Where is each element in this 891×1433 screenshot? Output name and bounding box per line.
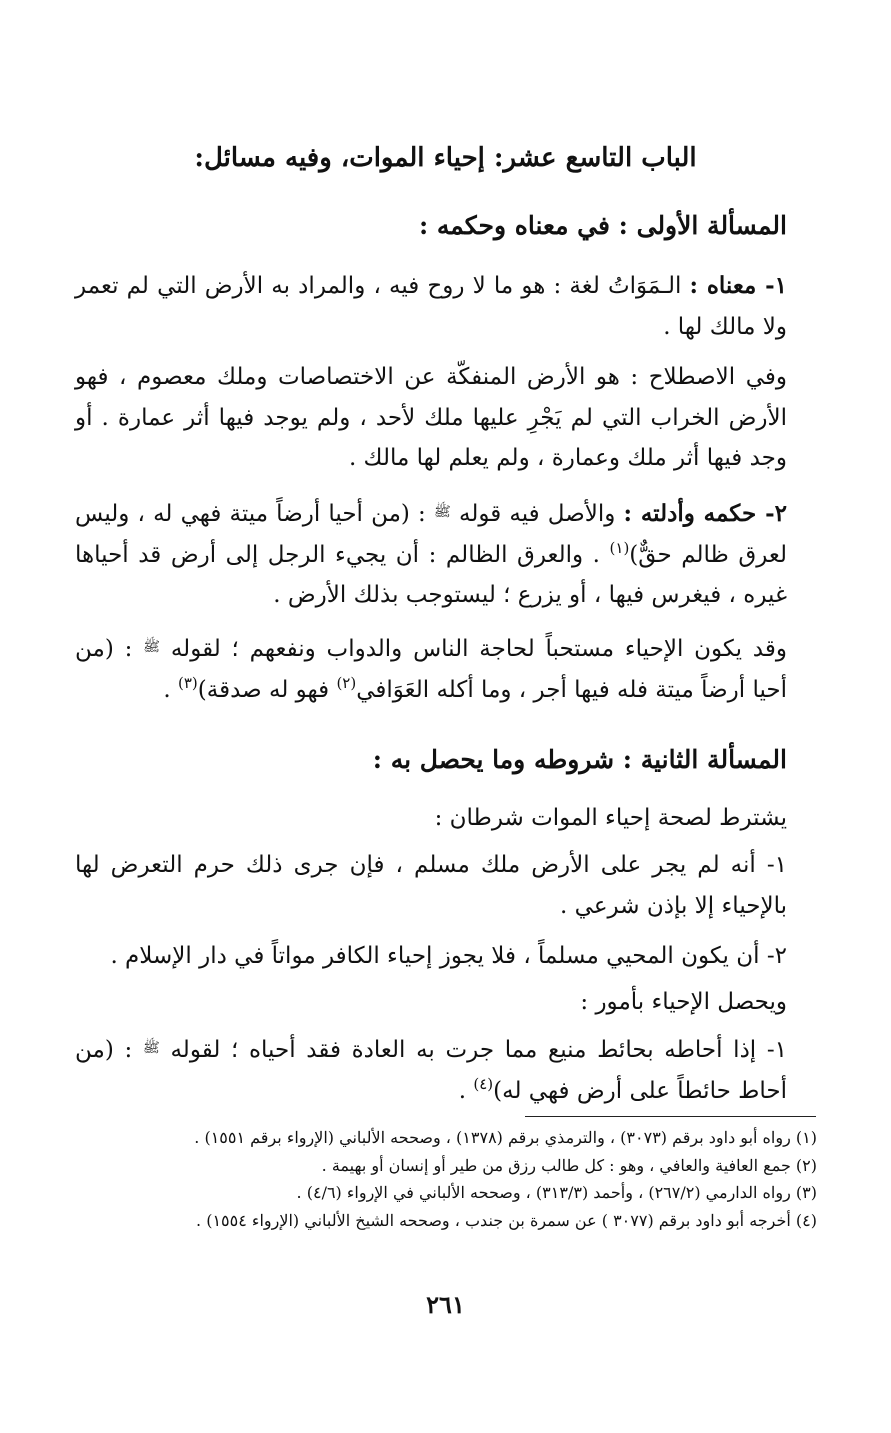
recommended-paragraph — [75, 627, 787, 710]
ruling-label: ٢- حكمه وأدلته : — [623, 500, 787, 527]
ruling-paragraph — [75, 492, 787, 616]
recommended-text-a: وقد يكون الإحياء مستحباً لحاجة الناس والدواب ونفعهم ؛ لقوله — [160, 636, 787, 662]
footnote-4: (٤) أخرجه أبو داود برقم (٣٠٧٧ ) عن سمرة بن جندب ، وصححه الشيخ الألباني (الإرواء ١٥٥٤) . — [196, 1210, 817, 1230]
chapter-title: الباب التاسع عشر: إحياء الموات، وفيه مسائل: — [194, 143, 697, 173]
footnote-3: (٣) رواه الدارمي (٢٦٧/٢) ، وأحمد (٣١٣/٣) ، وصححه الألباني في الإرواء (٤/٦) . — [296, 1183, 817, 1202]
means-1-text-c: . — [458, 1077, 474, 1104]
means-1-text-b: : (من أحاط حائطاً على أرض فهي له) — [75, 1037, 787, 1104]
salutation-symbol: ﷺ — [143, 639, 161, 655]
meaning-text: الـمَوَاتُ لغة : هو ما لا روح فيه ، والمراد به الأرض التي لم تعمر ولا مالك لها . — [75, 273, 787, 340]
footnote-ref-3: (٣) — [178, 673, 198, 692]
means-1 — [75, 1028, 787, 1111]
footnotes — [115, 1124, 817, 1234]
recommended-text-d: . — [163, 676, 178, 703]
condition-1: ١- أنه لم يجر على الأرض ملك مسلم ، فإن جرى ذلك حرم التعرض لها بالإحياء إلا بإذن شرعي . — [75, 852, 787, 919]
condition-2: ٢- أن يكون المحيي مسلماً ، فلا يجوز إحياء الكافر مواتاً في دار الإسلام . — [110, 943, 787, 969]
salutation-symbol: ﷺ — [433, 504, 451, 520]
section1-heading: المسألة الأولى : في معناه وحكمه : — [418, 211, 787, 240]
recommended-text-c: فهو له صدقة) — [197, 676, 337, 703]
footnote-ref-1: (١) — [609, 538, 630, 557]
footnote-2: (٢) جمع العافية والعافي ، وهو : كل طالب رزق من طير أو إنسان أو بهيمة . — [321, 1155, 817, 1175]
recommended-text-b: : (من أحيا أرضاً ميتة فله فيها أجر ، وما أكله العَوَافي — [75, 636, 787, 703]
ruling-text-c: . والعرق الظالم : أن يجيء الرجل إلى أرض قد أحياها غيره ، فيغرس فيها ، أو يزرع ؛ ليستوجب بذلك الأرض . — [75, 541, 787, 608]
page-number: ٢٦١ — [426, 1290, 465, 1319]
section2-heading: المسألة الثانية : شروطه وما يحصل به : — [372, 745, 787, 774]
conditions-intro: يشترط لصحة إحياء الموات شرطان : — [434, 805, 787, 831]
footnote-ref-4: (٤) — [473, 1074, 494, 1093]
ruling-text-b: : (من أحيا أرضاً ميتة فهي له ، وليس لعرق ظالم حقٌّ) — [75, 501, 788, 568]
footnote-divider — [525, 1116, 816, 1117]
ruling-text-a: والأصل فيه قوله — [450, 501, 624, 527]
footnote-ref-2: (٢) — [336, 673, 357, 692]
meaning-label: ١- معناه : — [689, 272, 788, 299]
footnote-1: (١) رواه أبو داود برقم (٣٠٧٣) ، والترمذي برقم (١٣٧٨) ، وصححه الألباني (الإرواء برقم ١٥٥١) . — [194, 1128, 817, 1147]
salutation-symbol: ﷺ — [142, 1040, 160, 1056]
terminology-paragraph: وفي الاصطلاح : هو الأرض المنفكّة عن الاختصاصات وملك معصوم ، فهو الأرض الخراب التي لم يَجْرِ عليها ملك لأحد ، ولم يوجد فيها أثر عمارة . أو وجد فيها أثر ملك وعمارة ، ولم يعلم لها مالك . — [75, 364, 787, 471]
meaning-paragraph — [75, 266, 787, 347]
means-intro: ويحصل الإحياء بأمور : — [580, 989, 787, 1015]
means-1-text-a: ١- إذا أحاطه بحائط منيع مما جرت به العادة فقد أحياه ؛ لقوله — [159, 1037, 787, 1063]
